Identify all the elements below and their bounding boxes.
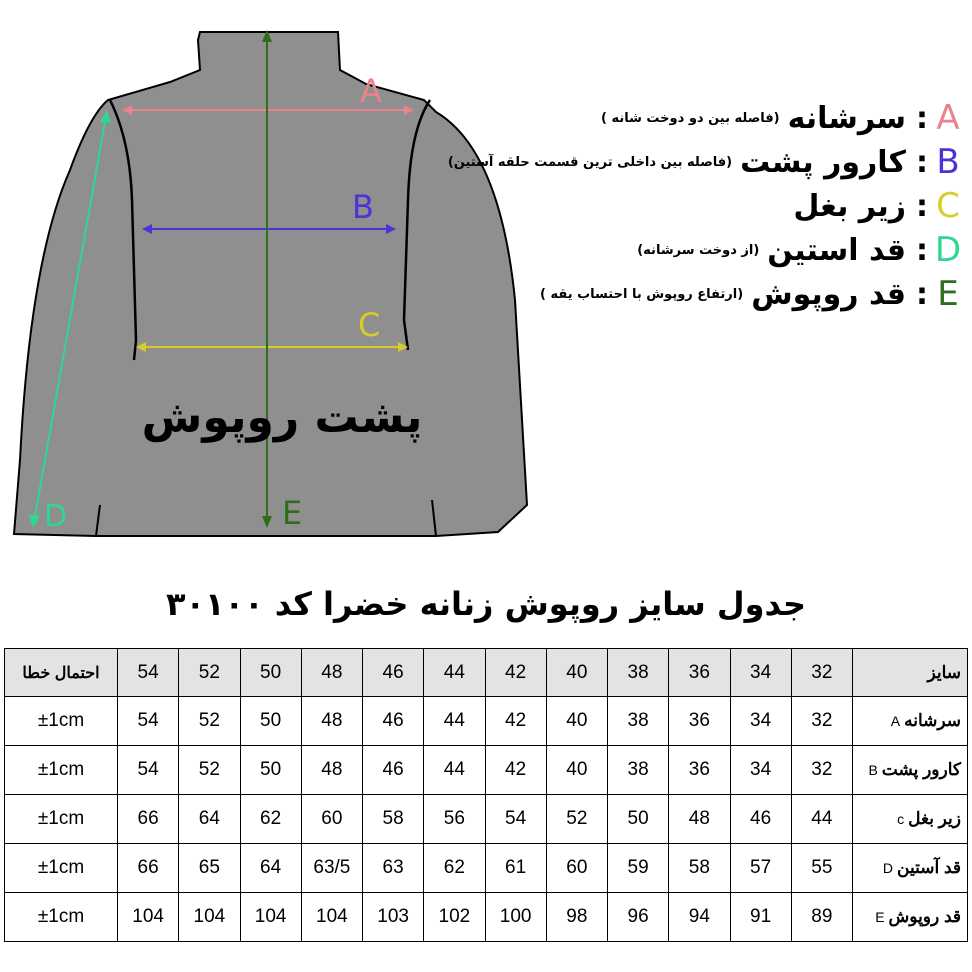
table-cell: 48	[301, 746, 362, 795]
size-header: 50	[240, 649, 301, 697]
table-row	[5, 795, 968, 844]
table-cell: 48	[669, 795, 730, 844]
table-cell: 52	[179, 697, 240, 746]
legend-colon: :	[916, 276, 928, 312]
legend-note: (فاصله بین دو دوخت شانه )	[600, 110, 780, 126]
table-cell: 60	[546, 844, 607, 893]
label-c: C	[358, 306, 381, 344]
table-cell: 64	[240, 844, 301, 893]
table-cell: 52	[546, 795, 607, 844]
table-cell: 102	[424, 893, 485, 942]
table-cell: 44	[424, 746, 485, 795]
size-header: 32	[791, 649, 852, 697]
table-cell: 40	[546, 697, 607, 746]
legend-letter: D	[934, 230, 962, 270]
legend-letter: E	[937, 274, 959, 314]
table-cell: 50	[608, 795, 669, 844]
table-cell: 65	[179, 844, 240, 893]
table-cell: 40	[546, 746, 607, 795]
table-cell: 42	[485, 746, 546, 795]
table-cell: 44	[424, 697, 485, 746]
table-cell: 63	[363, 844, 424, 893]
table-cell: 104	[118, 893, 179, 942]
table-cell: 104	[301, 893, 362, 942]
label-e: E	[282, 494, 303, 532]
label-a: A	[360, 72, 382, 110]
table-cell: 60	[301, 795, 362, 844]
label-d: D	[44, 499, 68, 534]
size-header: 46	[363, 649, 424, 697]
table-cell: 94	[669, 893, 730, 942]
table-cell: 38	[608, 746, 669, 795]
table-cell: 103	[363, 893, 424, 942]
table-cell: 96	[608, 893, 669, 942]
tolerance-cell: ±1cm	[5, 844, 118, 893]
size-header: 48	[301, 649, 362, 697]
table-cell: 91	[730, 893, 791, 942]
table-cell: 46	[730, 795, 791, 844]
table-row	[5, 746, 968, 795]
table-cell: 38	[608, 697, 669, 746]
table-cell: 58	[363, 795, 424, 844]
table-cell: 34	[730, 746, 791, 795]
size-header: 40	[546, 649, 607, 697]
legend-note: (از دوخت سرشانه)	[637, 242, 760, 258]
legend-row-c	[402, 184, 962, 228]
tolerance-header: احتمال خطا	[5, 649, 118, 697]
table-row	[5, 893, 968, 942]
table-header-row	[5, 649, 968, 697]
tolerance-cell: ±1cm	[5, 697, 118, 746]
table-cell: 58	[669, 844, 730, 893]
table-cell: 36	[669, 746, 730, 795]
size-table-title: جدول سایز روپوش زنانه خضرا کد ۳۰۱۰۰	[165, 585, 807, 623]
table-cell: 42	[485, 697, 546, 746]
legend-row-d	[402, 228, 962, 272]
legend-letter: C	[936, 186, 960, 226]
size-table	[4, 648, 968, 942]
tolerance-cell: ±1cm	[5, 746, 118, 795]
table-cell: 50	[240, 697, 301, 746]
table-cell: 54	[118, 697, 179, 746]
table-cell: 32	[791, 697, 852, 746]
measurement-legend	[402, 96, 962, 316]
table-cell: 55	[791, 844, 852, 893]
table-cell: 54	[485, 795, 546, 844]
label-b: B	[352, 188, 374, 226]
table-cell: 89	[791, 893, 852, 942]
table-cell: 46	[363, 746, 424, 795]
legend-title: زیر بغل	[793, 188, 906, 224]
table-row	[5, 697, 968, 746]
table-cell: 48	[301, 697, 362, 746]
table-cell: 44	[791, 795, 852, 844]
table-cell: 46	[363, 697, 424, 746]
table-cell: 98	[546, 893, 607, 942]
row-label: سرشانهA	[853, 697, 968, 746]
row-label: قد آستینD	[853, 844, 968, 893]
row-label: کارور پشتB	[853, 746, 968, 795]
table-cell: 59	[608, 844, 669, 893]
table-cell: 66	[118, 844, 179, 893]
table-cell: 56	[424, 795, 485, 844]
table-cell: 64	[179, 795, 240, 844]
table-cell: 63/5	[301, 844, 362, 893]
table-cell: 62	[424, 844, 485, 893]
legend-colon: :	[916, 232, 928, 268]
table-cell: 100	[485, 893, 546, 942]
legend-note: (ارتفاع روپوش با احتساب یقه )	[540, 286, 744, 302]
table-cell: 50	[240, 746, 301, 795]
row-label: زیر بغلc	[853, 795, 968, 844]
table-row	[5, 844, 968, 893]
size-header: 42	[485, 649, 546, 697]
size-header: 34	[730, 649, 791, 697]
legend-note: (فاصله بین داخلی ترین قسمت حلقه آستین)	[447, 154, 733, 170]
legend-row-e	[402, 272, 962, 316]
table-cell: 61	[485, 844, 546, 893]
tolerance-cell: ±1cm	[5, 795, 118, 844]
tolerance-cell: ±1cm	[5, 893, 118, 942]
header-label: سایز	[853, 649, 968, 697]
table-cell: 54	[118, 746, 179, 795]
legend-letter: A	[936, 98, 960, 138]
table-cell: 34	[730, 697, 791, 746]
size-header: 44	[424, 649, 485, 697]
table-cell: 32	[791, 746, 852, 795]
legend-colon: :	[916, 188, 928, 224]
table-cell: 52	[179, 746, 240, 795]
table-cell: 57	[730, 844, 791, 893]
size-header: 38	[608, 649, 669, 697]
legend-title: قد روپوش	[751, 276, 906, 312]
legend-colon: :	[916, 144, 928, 180]
table-cell: 66	[118, 795, 179, 844]
row-label: قد روپوشE	[853, 893, 968, 942]
legend-letter: B	[936, 142, 960, 182]
table-cell: 104	[240, 893, 301, 942]
legend-title: کارور پشت	[740, 144, 906, 180]
table-cell: 62	[240, 795, 301, 844]
legend-title: سرشانه	[787, 100, 906, 136]
diagram-caption: پشت روپوش	[141, 392, 423, 443]
size-header: 52	[179, 649, 240, 697]
legend-row-a	[402, 96, 962, 140]
size-header: 36	[669, 649, 730, 697]
size-header: 54	[118, 649, 179, 697]
legend-row-b	[402, 140, 962, 184]
table-cell: 36	[669, 697, 730, 746]
table-cell: 104	[179, 893, 240, 942]
legend-colon: :	[916, 100, 928, 136]
legend-title: قد استین	[767, 232, 906, 268]
